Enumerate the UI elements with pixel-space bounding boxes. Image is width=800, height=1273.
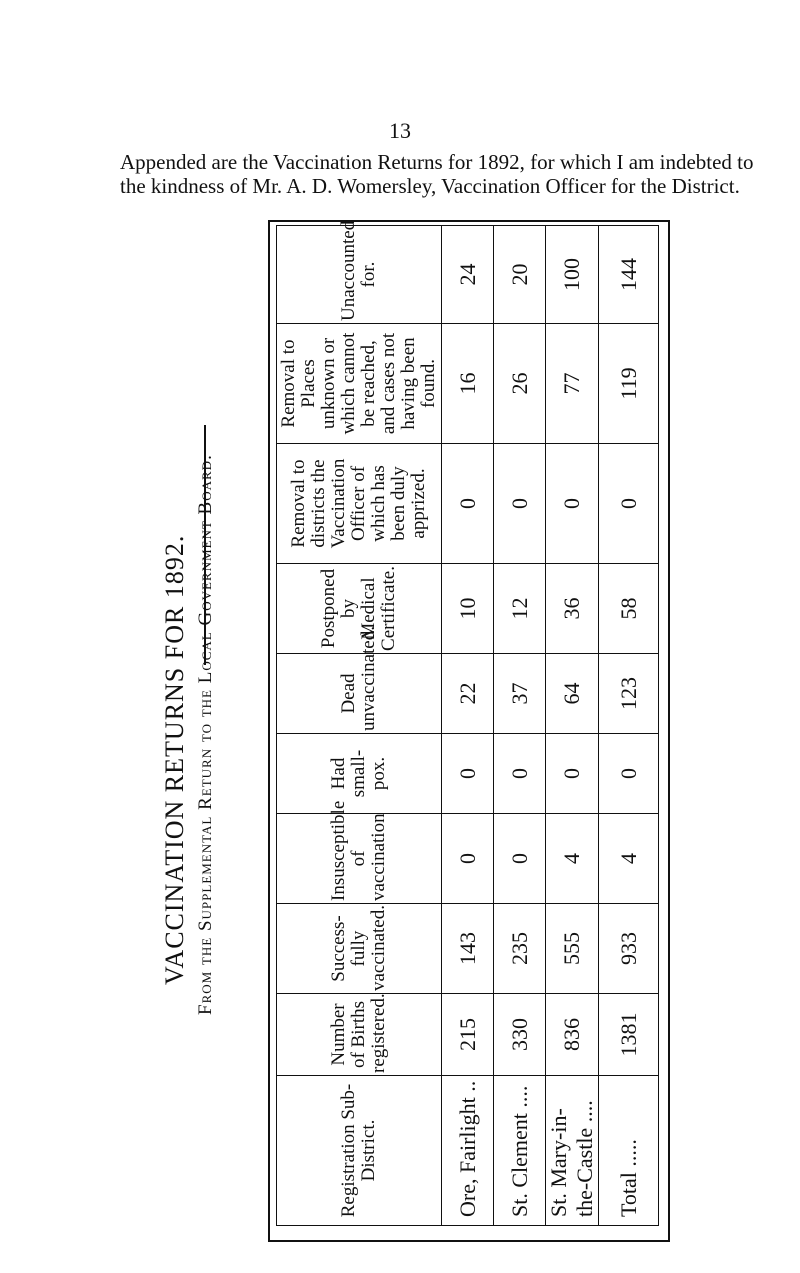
cell-unaccounted: 20 <box>494 226 546 324</box>
cell-vaccinated: 143 <box>442 904 494 994</box>
report-title: VACCINATION RETURNS FOR 1892. <box>160 534 189 985</box>
cell-removed-unknown: 77 <box>546 324 599 444</box>
header-insusceptible: Insusceptible of vaccination <box>277 814 442 904</box>
table-row <box>494 226 546 1226</box>
cell-district: St. Clement .... <box>494 1076 546 1226</box>
cell-insusceptible: 4 <box>546 814 599 904</box>
cell-removed-apprized: 0 <box>546 444 599 564</box>
vaccination-table <box>276 220 656 1226</box>
cell-total-births: 1381 <box>599 994 659 1076</box>
cell-total-postponed: 58 <box>599 564 659 654</box>
header-postponed: Postponed by Medical Certificate. <box>277 564 442 654</box>
cell-district: Ore, Fairlight .. <box>442 1076 494 1226</box>
cell-removed-unknown: 26 <box>494 324 546 444</box>
cell-total-vaccinated: 933 <box>599 904 659 994</box>
cell-dead: 64 <box>546 654 599 734</box>
cell-removed-apprized: 0 <box>442 444 494 564</box>
cell-births: 836 <box>546 994 599 1076</box>
cell-total-unaccounted: 144 <box>599 226 659 324</box>
cell-total-removed-apprized: 0 <box>599 444 659 564</box>
cell-removed-apprized: 0 <box>494 444 546 564</box>
header-unaccounted: Unaccounted for. <box>277 226 442 324</box>
cell-unaccounted: 24 <box>442 226 494 324</box>
header-removed-unknown: Removal to Places unknown or which cannot be reached, and cases not having been found. <box>277 324 442 444</box>
cell-postponed: 12 <box>494 564 546 654</box>
cell-smallpox: 0 <box>546 734 599 814</box>
table-total-row <box>599 226 659 1226</box>
cell-postponed: 36 <box>546 564 599 654</box>
report-subtitle: From the Supplemental Return to the Local Government Board. <box>195 454 216 1015</box>
intro-paragraph: Appended are the Vaccination Returns for 1892, for which I am indebted to the kindness of Mr. A. D. Womersley, Vaccination Officer for the District. <box>120 150 754 198</box>
cell-births: 215 <box>442 994 494 1076</box>
cell-postponed: 10 <box>442 564 494 654</box>
cell-dead: 37 <box>494 654 546 734</box>
table-row <box>442 226 494 1226</box>
cell-total-label: Total ..... <box>599 1076 659 1226</box>
cell-total-dead: 123 <box>599 654 659 734</box>
table-header-row <box>277 226 442 1226</box>
cell-unaccounted: 100 <box>546 226 599 324</box>
cell-total-smallpox: 0 <box>599 734 659 814</box>
cell-removed-unknown: 16 <box>442 324 494 444</box>
cell-smallpox: 0 <box>494 734 546 814</box>
header-district: Registration Sub-District. <box>277 1076 442 1226</box>
cell-district: St. Mary-in-the-Castle .... <box>546 1076 599 1226</box>
cell-dead: 22 <box>442 654 494 734</box>
table-row <box>546 226 599 1226</box>
header-removed-apprized: Removal to districts the Vaccination Officer of which has been duly apprized. <box>277 444 442 564</box>
cell-total-removed-unknown: 119 <box>599 324 659 444</box>
cell-smallpox: 0 <box>442 734 494 814</box>
header-vaccinated: Success-fully vaccinated. <box>277 904 442 994</box>
cell-vaccinated: 555 <box>546 904 599 994</box>
cell-vaccinated: 235 <box>494 904 546 994</box>
cell-insusceptible: 0 <box>442 814 494 904</box>
cell-insusceptible: 0 <box>494 814 546 904</box>
header-births: Number of Births registered. <box>277 994 442 1076</box>
cell-total-insusceptible: 4 <box>599 814 659 904</box>
cell-births: 330 <box>494 994 546 1076</box>
page-number: 13 <box>389 118 411 143</box>
header-dead: Dead unvaccinated. <box>277 654 442 734</box>
header-smallpox: Had small-pox. <box>277 734 442 814</box>
